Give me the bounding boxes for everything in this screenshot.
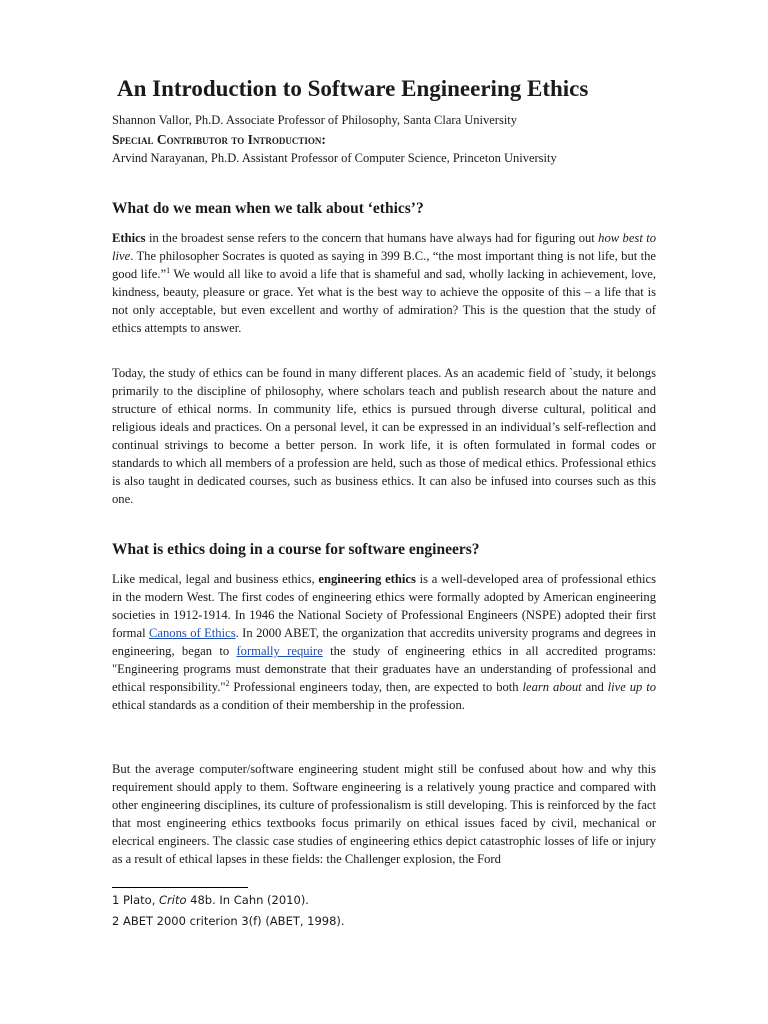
contributor-label: Special Contributor to Introduction: [112, 132, 326, 147]
paragraph-engineering-ethics: Like medical, legal and business ethics, engineering ethics is a well-developed area of professional ethics in the modern West. The first codes of engineering ethics were formally adopted by American engineering societies in 1912-1914. In 1946 the National Society of Professional Engineers (NSPE) adopted their first formal Canons of Ethics. In 2000 ABET, the organization that accredits university programs and degrees in engineering, began to formally require the study of engineering ethics in all accredited programs: "Engineering programs must demonstrate that their graduates have an understanding of professional and ethical responsibility."$^2$ Professional engineers today, then, are expected to both learn about and live up to ethical standards as a condition of their membership in the profession. [112, 572, 657, 712]
paragraph-study-of-ethics: Today, the study of ethics can be found in many different places. As an academic field of `study, it belongs primarily to the discipline of philosophy, where scholars teach and publish research about the nature and structure of ethical norms. In community life, ethics is pursued through diverse cultural, political and religious ideals and practices. On a personal level, it can be expressed in an individual’s self-reflection and continual strivings to become a better person. In work life, it is often formulated in formal codes or standards to which all members of a profession are held, such as those of medical ethics. Professional ethics is also taught in dedicated courses, such as business ethics. It can also be infused into courses such as this one. [112, 366, 656, 506]
emphasis-how-best-to-live: how best to live [112, 231, 657, 263]
term-ethics: Ethics [112, 231, 146, 245]
section-heading-course: What is ethics doing in a course for software engineers? [112, 541, 480, 558]
term-engineering-ethics: engineering ethics [318, 572, 416, 586]
section-heading-ethics: What do we mean when we talk about ‘ethics’? [112, 200, 424, 217]
canons-of-ethics-link[interactable]: Canons of Ethics [149, 626, 236, 640]
contributor-line: Arvind Narayanan, Ph.D. Assistant Professor of Computer Science, Princeton University [112, 151, 557, 165]
emphasis-live-up-to: live up to [607, 680, 656, 694]
footnote-ref-1[interactable]: 1 [166, 265, 171, 275]
paragraph-software-engineering-confusion: But the average computer/software engineering student might still be confused about how and why this requirement should apply to them. Software engineering is a relatively young practice and compared with other engineering disciplines, its culture of professionalism is still developing. This is reinforced by the fact that most engineering ethics textbooks focus primarily on ethical issues faced by civil, mechanical or elecrical engineers. The classic case studies of engineering ethics depict catastrophic losses of life or injury as a result of ethical lapses in these fields: the Challenger explosion, the Ford [112, 762, 656, 866]
paragraph-ethics-definition: Ethics in the broadest sense refers to the concern that humans have always had for figuring out how best to live. The philosopher Socrates is quoted as saying in 399 B.C., “the most important thing is not life, but the good life.”$^1$ We would all like to avoid a life that is shameful and sad, wholly lacking in achievement, love, kindness, beauty, pleasure or grace. Yet what is the best way to achieve the opposite of this – a life that is not only acceptable, but even excellent and worthy of admiration? This is the question that the study of ethics attempts to answer. [112, 231, 657, 335]
footnote-1: 1 Plato, Crito 48b. In Cahn (2010). [112, 893, 309, 907]
formally-require-link[interactable]: formally require [236, 644, 323, 658]
emphasis-learn-about: learn about [522, 680, 582, 694]
footnote-2: 2 ABET 2000 criterion 3(f) (ABET, 1998). [112, 914, 345, 928]
document-title: An Introduction to Software Engineering Ethics [117, 76, 589, 101]
footnote-ref-2[interactable]: 2 [225, 678, 230, 688]
author-line: Shannon Vallor, Ph.D. Associate Professor of Philosophy, Santa Clara University [112, 113, 518, 127]
footnote-separator [112, 887, 248, 888]
